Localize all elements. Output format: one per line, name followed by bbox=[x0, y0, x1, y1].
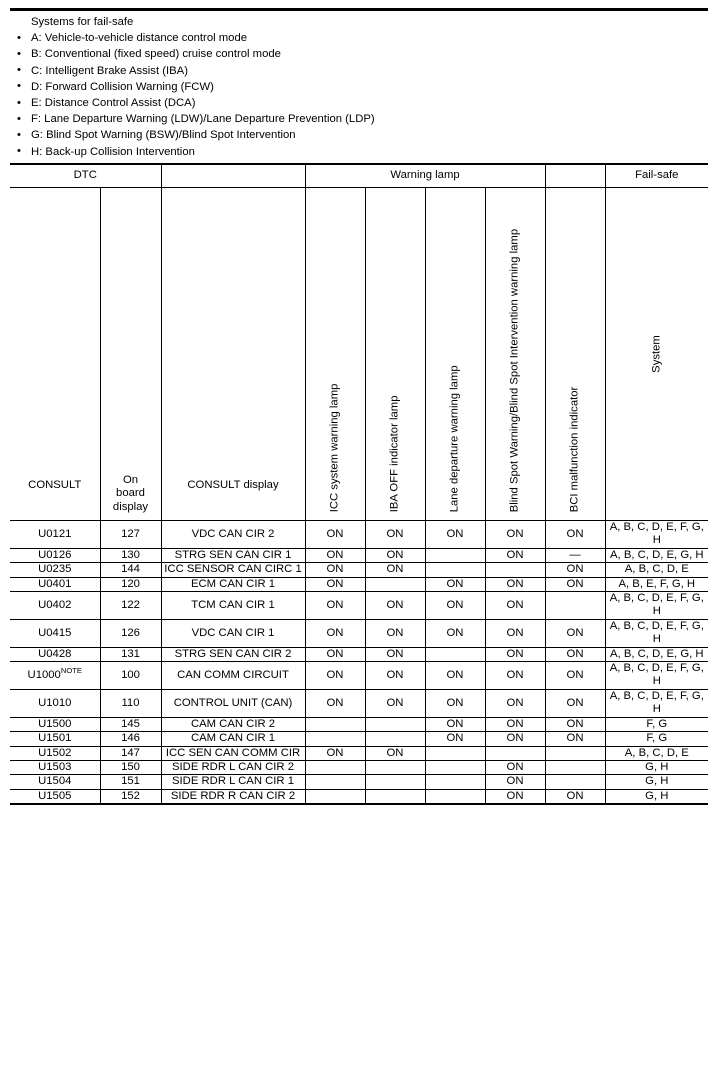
cell-consult-dtc bbox=[10, 746, 100, 760]
bullet-icon: • bbox=[17, 145, 21, 158]
cell-bsw-bsi-warning-lamp: ON bbox=[485, 732, 545, 746]
header-iba-off-indicator-lamp bbox=[365, 188, 425, 521]
header-iba-off-indicator-lamp-label: IBA OFF indicator lamp bbox=[388, 395, 401, 512]
cell-bci-malfunction-indicator bbox=[545, 775, 605, 789]
cell-iba-off-indicator-lamp bbox=[365, 732, 425, 746]
cell-fail-safe-system: A, B, E, F, G, H bbox=[605, 577, 708, 591]
system-list-item-label: A: Vehicle-to-vehicle distance control mode bbox=[31, 32, 248, 45]
dtc-table-body bbox=[10, 521, 708, 805]
cell-fail-safe-system: A, B, C, D, E, G, H bbox=[605, 548, 708, 562]
cell-consult-display: VDC CAN CIR 2 bbox=[161, 521, 305, 549]
header-dtc: DTC bbox=[10, 164, 161, 188]
intro-block bbox=[10, 14, 708, 160]
note-superscript: NOTE bbox=[60, 666, 82, 675]
cell-on-board-display: 146 bbox=[100, 732, 161, 746]
cell-icc-system-warning-lamp: ON bbox=[305, 647, 365, 661]
cell-iba-off-indicator-lamp bbox=[365, 577, 425, 591]
header-consult-display bbox=[161, 188, 305, 521]
cell-consult-display: CONTROL UNIT (CAN) bbox=[161, 689, 305, 717]
table-row bbox=[10, 662, 708, 690]
cell-lane-departure-warning-lamp: ON bbox=[425, 592, 485, 620]
cell-consult-dtc bbox=[10, 775, 100, 789]
cell-consult-display: ECM CAN CIR 1 bbox=[161, 577, 305, 591]
cell-fail-safe-system: A, B, C, D, E, F, G, H bbox=[605, 662, 708, 690]
header-row-groups bbox=[10, 164, 708, 188]
cell-lane-departure-warning-lamp: ON bbox=[425, 577, 485, 591]
cell-consult-dtc bbox=[10, 619, 100, 647]
cell-bci-malfunction-indicator: — bbox=[545, 548, 605, 562]
cell-iba-off-indicator-lamp: ON bbox=[365, 619, 425, 647]
consult-dtc-code: U1505 bbox=[38, 789, 72, 802]
bullet-icon: • bbox=[17, 128, 21, 141]
cell-iba-off-indicator-lamp: ON bbox=[365, 521, 425, 549]
cell-consult-display: CAM CAN CIR 2 bbox=[161, 717, 305, 731]
cell-fail-safe-system: A, B, C, D, E, G, H bbox=[605, 647, 708, 661]
cell-lane-departure-warning-lamp: ON bbox=[425, 689, 485, 717]
table-row bbox=[10, 717, 708, 731]
consult-dtc-code: U0121 bbox=[38, 527, 72, 540]
system-list-item bbox=[10, 144, 708, 160]
table-row bbox=[10, 548, 708, 562]
cell-bsw-bsi-warning-lamp: ON bbox=[485, 662, 545, 690]
cell-consult-display: STRG SEN CAN CIR 1 bbox=[161, 548, 305, 562]
cell-iba-off-indicator-lamp: ON bbox=[365, 592, 425, 620]
cell-on-board-display: 147 bbox=[100, 746, 161, 760]
consult-dtc-code: U0126 bbox=[38, 548, 72, 561]
cell-iba-off-indicator-lamp bbox=[365, 775, 425, 789]
cell-fail-safe-system: G, H bbox=[605, 760, 708, 774]
header-lane-departure-warning-lamp bbox=[425, 188, 485, 521]
cell-fail-safe-system: A, B, C, D, E bbox=[605, 746, 708, 760]
header-spacer-consult-display bbox=[161, 164, 305, 188]
cell-on-board-display: 110 bbox=[100, 689, 161, 717]
cell-icc-system-warning-lamp bbox=[305, 717, 365, 731]
page-top-rule bbox=[10, 8, 708, 11]
header-row-columns bbox=[10, 188, 708, 521]
cell-icc-system-warning-lamp bbox=[305, 789, 365, 804]
cell-icc-system-warning-lamp: ON bbox=[305, 521, 365, 549]
system-list-item-label: E: Distance Control Assist (DCA) bbox=[31, 97, 196, 110]
cell-bci-malfunction-indicator: ON bbox=[545, 619, 605, 647]
table-row bbox=[10, 619, 708, 647]
cell-lane-departure-warning-lamp bbox=[425, 746, 485, 760]
header-consult-display-label: CONSULT display bbox=[187, 478, 279, 491]
table-row bbox=[10, 563, 708, 577]
cell-fail-safe-system: A, B, C, D, E, F, G, H bbox=[605, 619, 708, 647]
cell-bsw-bsi-warning-lamp bbox=[485, 746, 545, 760]
cell-on-board-display: 152 bbox=[100, 789, 161, 804]
cell-icc-system-warning-lamp: ON bbox=[305, 592, 365, 620]
intro-title: Systems for fail-safe bbox=[31, 16, 134, 28]
cell-consult-dtc bbox=[10, 563, 100, 577]
bullet-icon: • bbox=[17, 112, 21, 125]
cell-consult-display: SIDE RDR L CAN CIR 2 bbox=[161, 760, 305, 774]
cell-bci-malfunction-indicator: ON bbox=[545, 647, 605, 661]
cell-iba-off-indicator-lamp bbox=[365, 760, 425, 774]
header-warning-lamp: Warning lamp bbox=[305, 164, 545, 188]
cell-icc-system-warning-lamp: ON bbox=[305, 577, 365, 591]
consult-dtc-code: U1500 bbox=[38, 717, 72, 730]
cell-consult-display: STRG SEN CAN CIR 2 bbox=[161, 647, 305, 661]
cell-iba-off-indicator-lamp: ON bbox=[365, 662, 425, 690]
table-row bbox=[10, 760, 708, 774]
system-list-item-label: F: Lane Departure Warning (LDW)/Lane Departure Prevention (LDP) bbox=[31, 113, 375, 126]
header-fail-safe: Fail-safe bbox=[605, 164, 708, 188]
cell-consult-dtc bbox=[10, 789, 100, 804]
cell-bci-malfunction-indicator: ON bbox=[545, 662, 605, 690]
header-on-board-display-label bbox=[101, 474, 161, 514]
header-system bbox=[605, 188, 708, 521]
cell-bci-malfunction-indicator: ON bbox=[545, 789, 605, 804]
system-list-item-label: C: Intelligent Brake Assist (IBA) bbox=[31, 64, 188, 77]
consult-dtc-code: U1010 bbox=[38, 696, 72, 709]
dtc-table-wrapper bbox=[10, 163, 708, 805]
system-list-item bbox=[10, 79, 708, 95]
on-board-line-1: On bbox=[122, 473, 139, 486]
cell-lane-departure-warning-lamp bbox=[425, 548, 485, 562]
cell-fail-safe-system: G, H bbox=[605, 775, 708, 789]
cell-iba-off-indicator-lamp: ON bbox=[365, 548, 425, 562]
cell-bci-malfunction-indicator: ON bbox=[545, 717, 605, 731]
cell-icc-system-warning-lamp: ON bbox=[305, 548, 365, 562]
bullet-icon: • bbox=[17, 64, 21, 77]
cell-bci-malfunction-indicator: ON bbox=[545, 521, 605, 549]
cell-fail-safe-system: F, G bbox=[605, 732, 708, 746]
cell-icc-system-warning-lamp bbox=[305, 732, 365, 746]
cell-lane-departure-warning-lamp: ON bbox=[425, 732, 485, 746]
table-row bbox=[10, 789, 708, 804]
cell-lane-departure-warning-lamp bbox=[425, 775, 485, 789]
header-icc-system-warning-lamp bbox=[305, 188, 365, 521]
cell-consult-dtc bbox=[10, 521, 100, 549]
cell-iba-off-indicator-lamp: ON bbox=[365, 563, 425, 577]
cell-bsw-bsi-warning-lamp: ON bbox=[485, 689, 545, 717]
system-list-item bbox=[10, 95, 708, 111]
bullet-icon: • bbox=[17, 47, 21, 60]
cell-bsw-bsi-warning-lamp: ON bbox=[485, 789, 545, 804]
table-row bbox=[10, 577, 708, 591]
dtc-fail-safe-table bbox=[10, 163, 708, 805]
cell-consult-display: ICC SENSOR CAN CIRC 1 bbox=[161, 563, 305, 577]
cell-lane-departure-warning-lamp: ON bbox=[425, 717, 485, 731]
system-list-item-label: B: Conventional (fixed speed) cruise control mode bbox=[31, 48, 281, 61]
cell-bci-malfunction-indicator bbox=[545, 592, 605, 620]
cell-on-board-display: 122 bbox=[100, 592, 161, 620]
cell-iba-off-indicator-lamp: ON bbox=[365, 647, 425, 661]
system-list-item bbox=[10, 46, 708, 62]
cell-on-board-display: 120 bbox=[100, 577, 161, 591]
cell-consult-dtc bbox=[10, 717, 100, 731]
cell-lane-departure-warning-lamp bbox=[425, 760, 485, 774]
cell-icc-system-warning-lamp: ON bbox=[305, 563, 365, 577]
cell-fail-safe-system: G, H bbox=[605, 789, 708, 804]
cell-consult-display: CAN COMM CIRCUIT bbox=[161, 662, 305, 690]
system-list-item-label: H: Back-up Collision Intervention bbox=[31, 145, 195, 158]
cell-consult-display: SIDE RDR L CAN CIR 1 bbox=[161, 775, 305, 789]
cell-on-board-display: 131 bbox=[100, 647, 161, 661]
system-list-item bbox=[10, 127, 708, 143]
cell-iba-off-indicator-lamp bbox=[365, 789, 425, 804]
consult-dtc-code: U0428 bbox=[38, 647, 72, 660]
cell-icc-system-warning-lamp: ON bbox=[305, 746, 365, 760]
cell-lane-departure-warning-lamp: ON bbox=[425, 521, 485, 549]
cell-bsw-bsi-warning-lamp: ON bbox=[485, 775, 545, 789]
cell-bci-malfunction-indicator: ON bbox=[545, 563, 605, 577]
header-consult-label: CONSULT bbox=[28, 478, 82, 491]
cell-bsw-bsi-warning-lamp: ON bbox=[485, 548, 545, 562]
cell-iba-off-indicator-lamp: ON bbox=[365, 746, 425, 760]
table-row bbox=[10, 647, 708, 661]
cell-on-board-display: 127 bbox=[100, 521, 161, 549]
cell-icc-system-warning-lamp: ON bbox=[305, 619, 365, 647]
consult-dtc-code: U1503 bbox=[38, 760, 72, 773]
cell-bci-malfunction-indicator bbox=[545, 760, 605, 774]
cell-consult-dtc bbox=[10, 592, 100, 620]
system-list-item-label: G: Blind Spot Warning (BSW)/Blind Spot Intervention bbox=[31, 129, 296, 142]
consult-dtc-code: U1504 bbox=[38, 775, 72, 788]
cell-consult-display: SIDE RDR R CAN CIR 2 bbox=[161, 789, 305, 804]
bullet-icon: • bbox=[17, 96, 21, 109]
cell-bsw-bsi-warning-lamp: ON bbox=[485, 521, 545, 549]
cell-consult-dtc bbox=[10, 760, 100, 774]
cell-bci-malfunction-indicator: ON bbox=[545, 577, 605, 591]
cell-consult-dtc bbox=[10, 647, 100, 661]
header-bci-malfunction-indicator bbox=[545, 188, 605, 521]
cell-on-board-display: 145 bbox=[100, 717, 161, 731]
cell-consult-dtc bbox=[10, 689, 100, 717]
cell-on-board-display: 150 bbox=[100, 760, 161, 774]
cell-icc-system-warning-lamp: ON bbox=[305, 662, 365, 690]
header-system-label: System bbox=[650, 335, 663, 373]
cell-lane-departure-warning-lamp bbox=[425, 563, 485, 577]
cell-consult-dtc bbox=[10, 662, 100, 690]
cell-bci-malfunction-indicator: ON bbox=[545, 732, 605, 746]
header-consult bbox=[10, 188, 100, 521]
consult-dtc-code: U1502 bbox=[38, 746, 72, 759]
cell-bsw-bsi-warning-lamp: ON bbox=[485, 760, 545, 774]
bullet-icon: • bbox=[17, 31, 21, 44]
on-board-line-3: display bbox=[112, 500, 149, 513]
consult-dtc-code: U1000 bbox=[27, 668, 61, 681]
cell-bsw-bsi-warning-lamp bbox=[485, 563, 545, 577]
header-bci-malfunction-indicator-label: BCI malfunction indicator bbox=[568, 386, 581, 512]
table-row bbox=[10, 732, 708, 746]
cell-on-board-display: 100 bbox=[100, 662, 161, 690]
header-bsw-bsi-warning-lamp-label: Blind Spot Warning/Blind Spot Intervention warning lamp bbox=[508, 228, 521, 512]
table-row bbox=[10, 746, 708, 760]
table-row bbox=[10, 775, 708, 789]
cell-consult-display: TCM CAN CIR 1 bbox=[161, 592, 305, 620]
cell-bci-malfunction-indicator bbox=[545, 746, 605, 760]
cell-consult-display: VDC CAN CIR 1 bbox=[161, 619, 305, 647]
cell-iba-off-indicator-lamp: ON bbox=[365, 689, 425, 717]
header-lane-departure-warning-lamp-label: Lane departure warning lamp bbox=[448, 365, 461, 512]
cell-consult-dtc bbox=[10, 577, 100, 591]
cell-bci-malfunction-indicator: ON bbox=[545, 689, 605, 717]
cell-consult-display: CAM CAN CIR 1 bbox=[161, 732, 305, 746]
cell-bsw-bsi-warning-lamp: ON bbox=[485, 647, 545, 661]
table-row bbox=[10, 592, 708, 620]
consult-dtc-code: U0235 bbox=[38, 563, 72, 576]
cell-bsw-bsi-warning-lamp: ON bbox=[485, 717, 545, 731]
system-list-item bbox=[10, 111, 708, 127]
cell-on-board-display: 130 bbox=[100, 548, 161, 562]
consult-dtc-code: U1501 bbox=[38, 732, 72, 745]
consult-dtc-code: U0402 bbox=[38, 598, 72, 611]
header-bsw-bsi-warning-lamp bbox=[485, 188, 545, 521]
systems-list bbox=[10, 30, 708, 160]
cell-lane-departure-warning-lamp: ON bbox=[425, 662, 485, 690]
cell-consult-display: ICC SEN CAN COMM CIR bbox=[161, 746, 305, 760]
cell-on-board-display: 126 bbox=[100, 619, 161, 647]
cell-lane-departure-warning-lamp: ON bbox=[425, 619, 485, 647]
table-row bbox=[10, 521, 708, 549]
cell-fail-safe-system: A, B, C, D, E, F, G, H bbox=[605, 521, 708, 549]
cell-lane-departure-warning-lamp bbox=[425, 789, 485, 804]
cell-fail-safe-system: F, G bbox=[605, 717, 708, 731]
cell-fail-safe-system: A, B, C, D, E bbox=[605, 563, 708, 577]
cell-iba-off-indicator-lamp bbox=[365, 717, 425, 731]
system-list-item-label: D: Forward Collision Warning (FCW) bbox=[31, 80, 214, 93]
cell-icc-system-warning-lamp bbox=[305, 760, 365, 774]
header-icc-system-warning-lamp-label: ICC system warning lamp bbox=[328, 383, 341, 512]
cell-bsw-bsi-warning-lamp: ON bbox=[485, 577, 545, 591]
cell-fail-safe-system: A, B, C, D, E, F, G, H bbox=[605, 689, 708, 717]
consult-dtc-code: U0415 bbox=[38, 626, 72, 639]
cell-consult-dtc bbox=[10, 732, 100, 746]
cell-bsw-bsi-warning-lamp: ON bbox=[485, 619, 545, 647]
header-on-board-display bbox=[100, 188, 161, 521]
on-board-line-2: board bbox=[116, 487, 145, 500]
system-list-item bbox=[10, 30, 708, 46]
cell-icc-system-warning-lamp bbox=[305, 775, 365, 789]
table-row bbox=[10, 689, 708, 717]
cell-consult-dtc bbox=[10, 548, 100, 562]
cell-on-board-display: 144 bbox=[100, 563, 161, 577]
cell-icc-system-warning-lamp: ON bbox=[305, 689, 365, 717]
bullet-icon: • bbox=[17, 80, 21, 93]
header-spacer-bci bbox=[545, 164, 605, 188]
cell-bsw-bsi-warning-lamp: ON bbox=[485, 592, 545, 620]
cell-lane-departure-warning-lamp bbox=[425, 647, 485, 661]
cell-fail-safe-system: A, B, C, D, E, F, G, H bbox=[605, 592, 708, 620]
consult-dtc-code: U0401 bbox=[38, 577, 72, 590]
cell-on-board-display: 151 bbox=[100, 775, 161, 789]
system-list-item bbox=[10, 63, 708, 79]
